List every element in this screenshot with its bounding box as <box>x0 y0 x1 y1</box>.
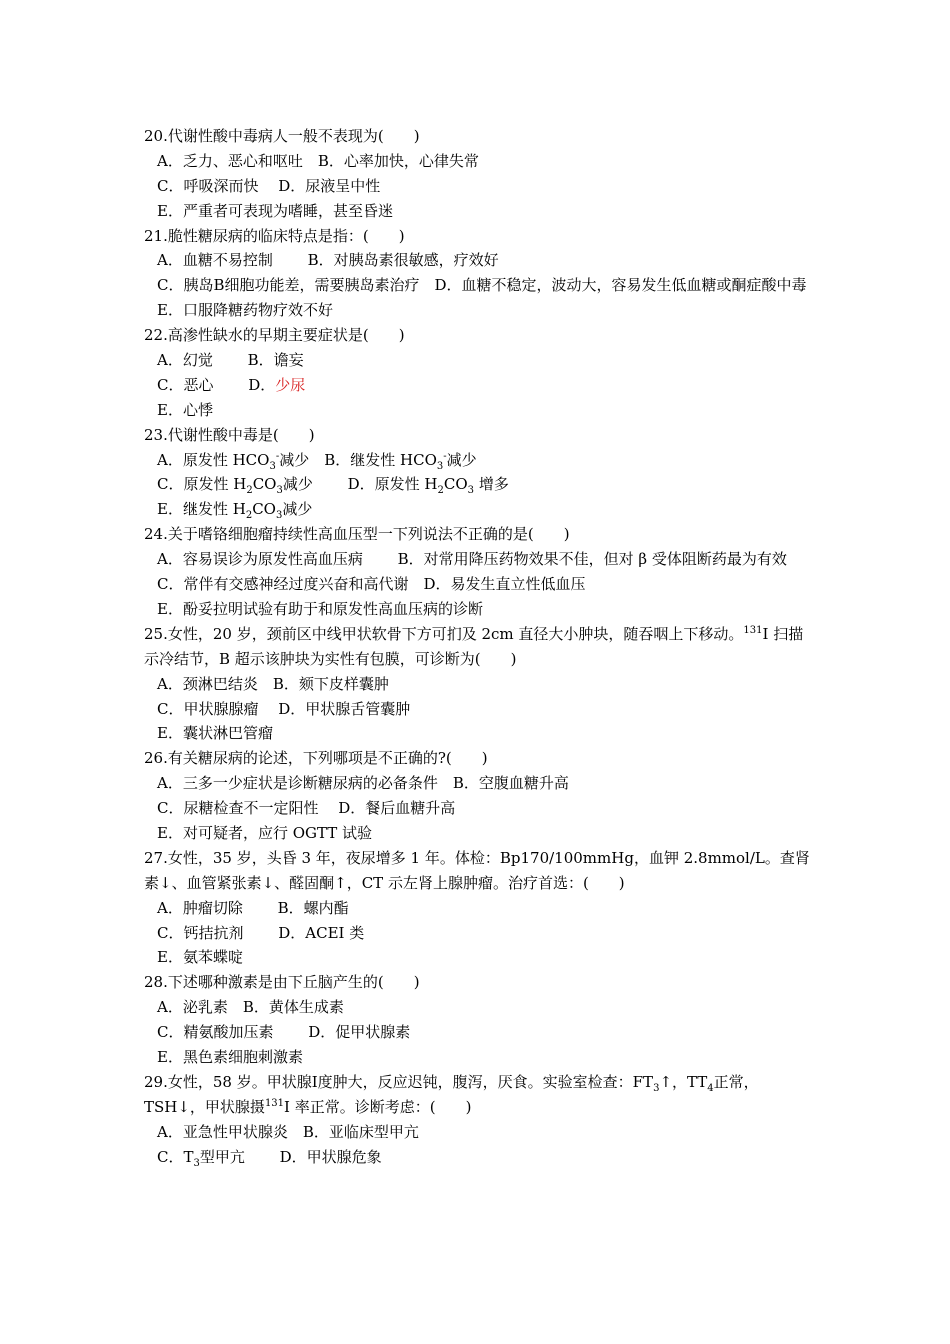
answer-option-line: E．心悸 <box>157 400 213 419</box>
text-run: 正常，TSH↓，甲状腺摄 <box>144 1072 759 1116</box>
question-line: 24.关于嗜铬细胞瘤持续性高血压型一下列说法不正确的是( ) <box>144 525 570 544</box>
subscript: 3 <box>269 460 276 472</box>
answer-option-line: A．肿瘤切除 B．螺内酯 <box>157 898 349 917</box>
answer-option-line: E．囊状淋巴管瘤 <box>157 724 273 743</box>
text-run: 29.女性，58 岁。甲状腺Ⅰ度肿大，反应迟钝，腹泻，厌食。实验室检查：FT <box>144 1072 654 1091</box>
question-line: 23.代谢性酸中毒是( ) <box>144 425 315 444</box>
text-run: 减少 D．原发性 H <box>282 475 438 494</box>
answer-option-line <box>144 472 814 497</box>
text-run: C．恶心 D． <box>157 375 276 394</box>
answer-option-line: E．氨苯蝶啶 <box>157 948 243 967</box>
subscript: 3 <box>193 1157 200 1169</box>
answer-option-line: C．呼吸深而快 D．尿液呈中性 <box>157 176 381 195</box>
text-run: 减少 <box>282 500 313 519</box>
answer-option-line: C．甲状腺腺瘤 D．甲状腺舌管囊肿 <box>157 699 411 718</box>
subscript: 3 <box>276 485 283 497</box>
question-line <box>144 622 814 672</box>
question-line <box>144 1070 814 1120</box>
text-run: 型甲亢 D．甲状腺危象 <box>199 1147 382 1166</box>
question-line: 28.下述哪种激素是由下丘脑产生的( ) <box>144 973 420 992</box>
text-run: I 扫描示冷结节，B 超示该肿块为实性有包膜，可诊断为( ) <box>144 624 804 668</box>
text-run: I 率正常。诊断考虑：( ) <box>284 1097 472 1116</box>
text-run: C．T <box>157 1147 194 1166</box>
document-page <box>144 124 814 1170</box>
superscript: 131 <box>264 1097 285 1109</box>
answer-option-line: E．酚妥拉明试验有助于和原发性高血压病的诊断 <box>157 599 483 618</box>
subscript: 3 <box>467 485 475 497</box>
answer-option-line: A．泌乳素 B．黄体生成素 <box>157 998 344 1017</box>
answer-option-line: A．乏力、恶心和呕吐 B．心率加快，心律失常 <box>157 151 479 170</box>
answer-option-line <box>144 497 814 522</box>
text-run: A．幻觉 B．谵妄 <box>157 351 304 370</box>
answer-option-line: E．严重者可表现为嗜睡，甚至昏迷 <box>157 201 393 220</box>
question-line: 20.代谢性酸中毒病人一般不表现为( ) <box>144 127 420 145</box>
answer-option-line: C．常伴有交感神经过度兴奋和高代谢 D．易发生直立性低血压 <box>157 575 586 594</box>
answer-option-line <box>144 348 814 373</box>
answer-option-line <box>144 1145 814 1170</box>
text-run: 减少 <box>446 450 477 469</box>
text-run: CO <box>252 475 277 494</box>
subscript: 3 <box>436 460 444 472</box>
subscript: 2 <box>246 485 253 497</box>
answer-option-line: C．钙拮抗剂 D．ACEI 类 <box>157 923 365 942</box>
text-run: E．继发性 H <box>157 500 246 519</box>
question-line: 22.高渗性缺水的早期主要症状是( ) <box>144 326 405 345</box>
answer-option-line: C．精氨酸加压素 D．促甲状腺素 <box>157 1023 411 1042</box>
answer-option-line: A．容易误诊为原发性高血压病 B．对常用降压药物效果不佳，但对 β 受体阻断药最为有效 <box>157 550 787 569</box>
answer-option-line: A．血糖不易控制 B．对胰岛素很敏感，疗效好 <box>157 251 499 270</box>
text-run: 25.女性，20 岁，颈前区中线甲状软骨下方可扪及 2cm 直径大小肿块，随吞咽上下移动。 <box>144 624 744 643</box>
subscript: 4 <box>707 1082 714 1094</box>
highlighted-answer: 少尿 <box>275 375 306 394</box>
answer-option-line: E．口服降糖药物疗效不好 <box>157 301 333 320</box>
text-run: C．原发性 H <box>157 475 247 494</box>
answer-option-line <box>144 448 814 473</box>
subscript: 3 <box>653 1082 660 1094</box>
question-line: 27.女性，35 岁，头昏 3 年，夜尿增多 1 年。体检：Bp170/100mmHg，血钾 2.8mmol/L。查肾素↓、血管紧张素↓、醛固酮↑，CT 示左肾上腺肿瘤。治疗首选：( ) <box>144 848 810 892</box>
text-run: A．原发性 HCO <box>157 450 270 469</box>
answer-option-line: A．三多一少症状是诊断糖尿病的必备条件 B．空腹血糖升高 <box>157 774 569 793</box>
answer-option-line: A．颈淋巴结炎 B．颏下皮样囊肿 <box>157 674 389 693</box>
question-line: 21.脆性糖尿病的临床特点是指：( ) <box>144 226 405 245</box>
text-run: 增多 <box>474 475 509 494</box>
subscript: 2 <box>245 510 253 522</box>
question-line: 26.有关糖尿病的论述，下列哪项是不正确的?( ) <box>144 749 488 768</box>
text-run: ↑，TT <box>659 1072 708 1091</box>
answer-option-line: E．对可疑者，应行 OGTT 试验 <box>157 824 373 842</box>
answer-option-line: C．尿糖检查不一定阳性 D．餐后血糖升高 <box>157 799 456 818</box>
superscript: - <box>275 450 280 462</box>
text-run: 减少 B．继发性 HCO <box>279 450 437 469</box>
text-run: CO <box>252 500 276 519</box>
answer-option-line <box>144 373 814 398</box>
answer-option-line: E．黑色素细胞刺激素 <box>157 1048 303 1067</box>
subscript: 2 <box>437 485 444 497</box>
superscript: - <box>443 450 447 462</box>
text-run: CO <box>443 475 468 494</box>
subscript: 3 <box>275 510 283 522</box>
superscript: 131 <box>743 624 763 636</box>
answer-option-line: C．胰岛B细胞功能差，需要胰岛素治疗 D．血糖不稳定，波动大，容易发生低血糖或酮症酸中毒 <box>157 276 807 295</box>
answer-option-line: A．亚急性甲状腺炎 B．亚临床型甲亢 <box>157 1122 419 1141</box>
